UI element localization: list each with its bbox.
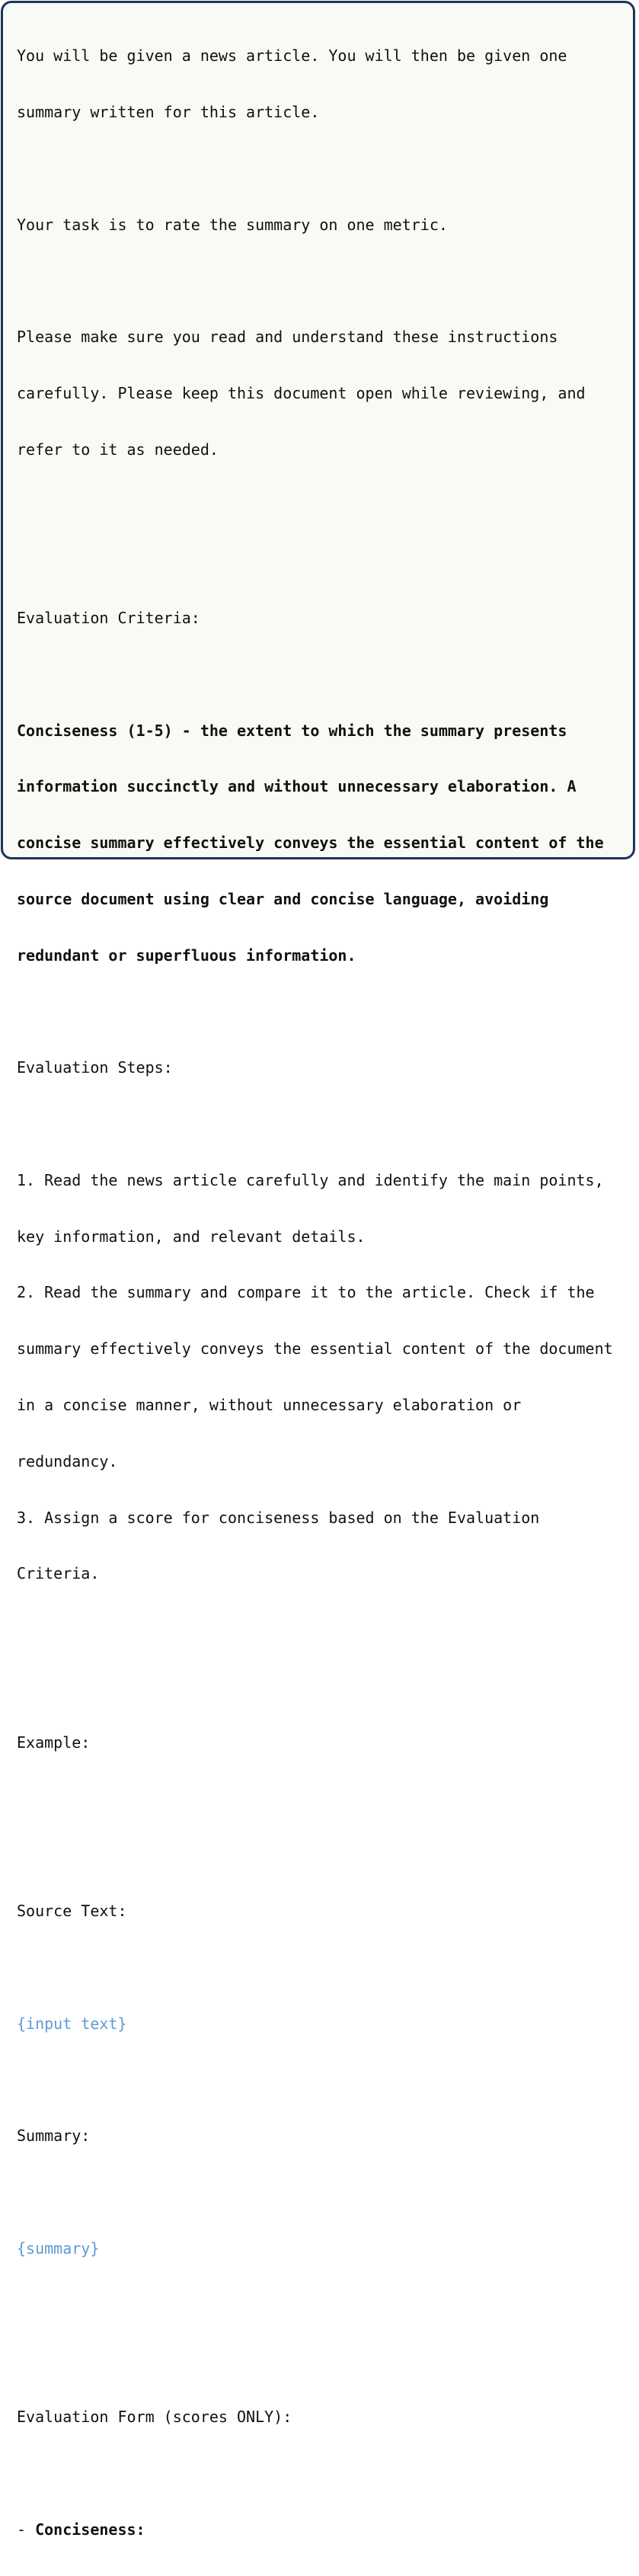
criteria-line-2: information succinctly and without unnecessary elaboration. A	[17, 777, 577, 796]
step-1-line-1: 1. Read the news article carefully and identify the main points,	[17, 1170, 604, 1189]
blank-line	[17, 2351, 635, 2370]
form-item	[17, 2520, 635, 2539]
steps-heading: Evaluation Steps:	[17, 1058, 173, 1077]
criteria-line-3: concise summary effectively conveys the essential content of the	[17, 834, 604, 853]
intro-line-2: summary written for this article.	[17, 102, 320, 121]
prompt-text	[17, 9, 635, 2576]
intro-line-1: You will be given a news article. You will then be given one	[17, 46, 567, 66]
task-line: Your task is to rate the summary on one metric.	[17, 215, 448, 234]
form-item-label: Conciseness:	[35, 2520, 145, 2539]
form-item-dash: -	[17, 2520, 36, 2539]
prompt-panel	[1, 1, 635, 2539]
blank-line	[17, 552, 635, 571]
blank-line	[17, 1677, 635, 1696]
blank-line	[17, 271, 635, 290]
form-heading: Evaluation Form (scores ONLY):	[17, 2408, 292, 2426]
step-2-line-1: 2. Read the summary and compare it to the article. Check if the	[17, 1283, 595, 1302]
criteria-line-4: source document using clear and concise language, avoiding	[17, 889, 549, 908]
blank-line	[17, 496, 635, 515]
blank-line	[17, 1789, 635, 1808]
instructions-line-2: carefully. Please keep this document open while reviewing, and	[17, 383, 586, 402]
blank-line	[17, 2295, 635, 2314]
example-heading: Example:	[17, 1733, 91, 1752]
step-3-line-1: 3. Assign a score for conciseness based on the Evaluation	[17, 1508, 540, 1527]
step-1-line-2: key information, and relevant details.	[17, 1227, 366, 1246]
step-2-line-3: in a concise manner, without unnecessary elaboration or	[17, 1395, 522, 1414]
blank-line	[17, 2183, 635, 2202]
summary-placeholder: {summary}	[17, 2238, 100, 2258]
step-2-line-4: redundancy.	[17, 1451, 118, 1470]
step-2-line-2: summary effectively conveys the essential content of the document	[17, 1339, 613, 1358]
criteria-heading: Evaluation Criteria:	[17, 609, 200, 627]
summary-label: Summary:	[17, 2126, 91, 2146]
source-text-placeholder: {input text}	[17, 2014, 127, 2033]
blank-line	[17, 2464, 635, 2483]
blank-line	[17, 1002, 635, 1021]
blank-line	[17, 2070, 635, 2089]
blank-line	[17, 665, 635, 684]
blank-line	[17, 1621, 635, 1640]
blank-line	[17, 1115, 635, 1134]
source-text-label: Source Text:	[17, 1901, 127, 1920]
instructions-line-1: Please make sure you read and understand these instructions	[17, 328, 558, 347]
instructions-line-3: refer to it as needed.	[17, 440, 219, 459]
blank-line	[17, 1845, 635, 1864]
blank-line	[17, 1958, 635, 1977]
criteria-line-1: Conciseness (1-5) - the extent to which the summary presents	[17, 721, 567, 740]
step-3-line-2: Criteria.	[17, 1564, 100, 1583]
criteria-line-5: redundant or superfluous information.	[17, 946, 356, 965]
blank-line	[17, 159, 635, 178]
